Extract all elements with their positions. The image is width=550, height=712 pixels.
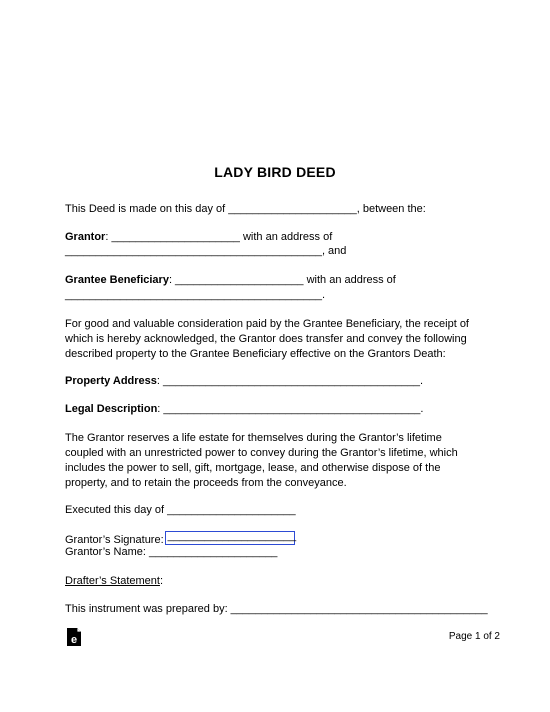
life-estate-paragraph: The Grantor reserves a life estate for themselves during the Grantor’s lifetime coupled with an unrestricted power to convey during the Grantor’s lifetime, which includes the power to sell, gift, mortgage, lease, and otherwise dispose of the property, and to retain the proceeds from the conveyance.	[65, 432, 458, 489]
drafter-statement-colon: :	[159, 575, 164, 587]
grantor-signature-label: Grantor’s Signature:	[65, 534, 164, 546]
document-title: LADY BIRD DEED	[214, 164, 336, 180]
consideration-paragraph: For good and valuable consideration paid by the Grantee Beneficiary, the receipt of which is hereby acknowledged, the Grantor does transfer and convey the following described property to the Grantee Beneficiary effective on the Grantors Death:	[65, 318, 469, 360]
legal-description-label: Legal Description	[65, 403, 158, 415]
prepared-by-line: This instrument was prepared by: __________________________________________	[65, 603, 488, 615]
property-address-label: Property Address	[65, 375, 157, 387]
grantor-label: Grantor	[65, 231, 106, 243]
deed-date-line: This Deed is made on this day of _____________________, between the:	[65, 203, 426, 215]
legal-description-line	[65, 402, 423, 417]
grantee-label: Grantee Beneficiary	[65, 274, 169, 286]
grantee-address-line: __________________________________________.	[65, 289, 325, 301]
executed-line: Executed this day of _____________________	[65, 504, 296, 516]
grantor-line	[65, 230, 332, 245]
eforms-logo-icon	[66, 627, 82, 647]
grantee-field: : _____________________ with an address of	[168, 274, 396, 286]
property-address-line	[65, 374, 423, 389]
grantor-field: : _____________________ with an address of	[105, 231, 333, 243]
grantor-signature-blank: _____________________	[167, 530, 297, 542]
grantee-line	[65, 273, 396, 288]
grantor-name-line: Grantor’s Name: _____________________	[65, 546, 278, 558]
legal-description-field: : __________________________________________.	[157, 403, 424, 415]
svg-text:e: e	[70, 634, 78, 646]
drafter-statement-label: Drafter’s Statement	[65, 575, 160, 587]
grantor-signature-field[interactable]	[165, 531, 295, 545]
property-address-field: : __________________________________________.	[156, 375, 424, 387]
grantor-address-line: __________________________________________, and	[65, 245, 347, 257]
drafter-statement-heading	[65, 574, 163, 589]
page-number: Page 1 of 2	[448, 631, 500, 642]
